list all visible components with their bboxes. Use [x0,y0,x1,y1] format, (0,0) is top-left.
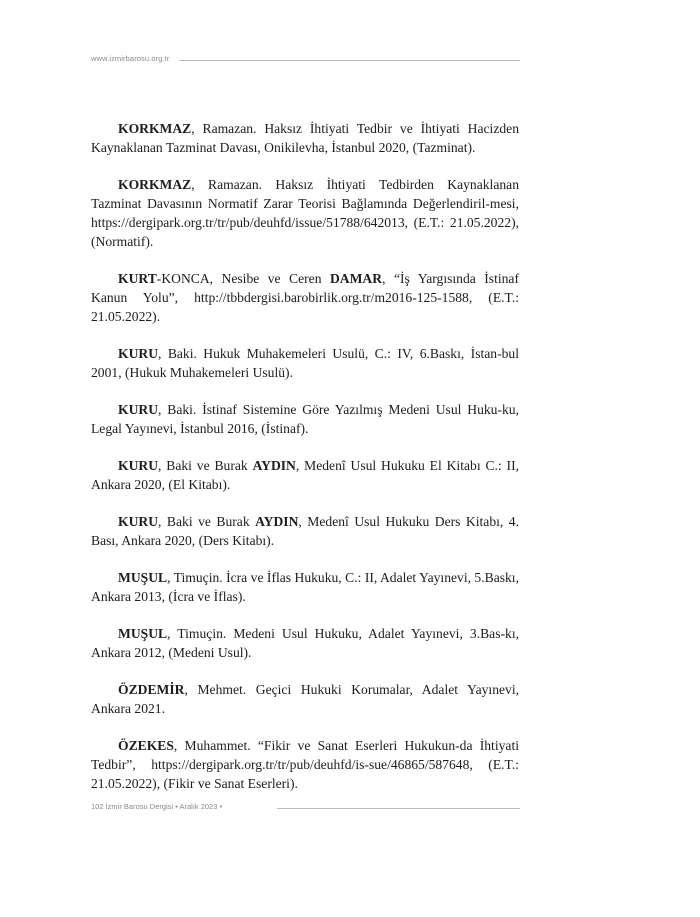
entry-coauthor: AYDIN [255,514,299,529]
entry-author: KURU [118,458,159,473]
bibliography-entry [91,680,519,718]
entry-text: , Baki. İstinaf Sistemine Göre Yazılmış Medeni Usul Huku-ku, Legal Yayınevi, İstanbul 2016, (İstinaf). [91,402,519,436]
entry-author: MUŞUL [118,626,168,641]
entry-text: , Baki ve Burak [158,514,256,529]
entry-text: , Baki. Hukuk Muhakemeleri Usulü, C.: IV, 6.Baskı, İstan-bul 2001, (Hukuk Muhakemeleri Usulü). [91,346,519,380]
bibliography-entry [91,344,519,382]
bibliography-entry [91,175,519,251]
entry-author: KURU [118,402,159,417]
entry-text: , “İş Yargısında İstinaf Kanun Yolu”, http://tbbdergisi.barobirlik.org.tr/m2016-125-1588, (E.T.: 21.05.2022). [91,271,519,324]
entry-author: KORKMAZ [118,121,192,136]
entry-author: ÖZEKES [118,738,174,753]
footer-text: 102 İzmir Barosu Dergisi • Aralık 2023 • [91,802,223,811]
bibliography-entry [91,119,519,157]
entry-text: , Ramazan. Haksız İhtiyati Tedbir ve İhtiyati Hacizden Kaynaklanan Tazminat Davası, Onikilevha, İstanbul 2020, (Tazminat). [91,121,519,155]
header-url: www.izmirbarosu.org.tr [91,54,170,63]
entry-author: KORKMAZ [118,177,192,192]
entry-text: , Medenî Usul Hukuku El Kitabı C.: II, Ankara 2020, (El Kitabı). [91,458,519,492]
bibliography-entry [91,400,519,438]
entry-author: KURU [118,346,159,361]
entry-author: KURT [118,271,157,286]
entry-text: , Medenî Usul Hukuku Ders Kitabı, 4. Bası, Ankara 2020, (Ders Kitabı). [91,514,519,548]
entry-text: , Baki ve Burak [158,458,253,473]
bibliography-entry [91,736,519,793]
bibliography-list [91,119,519,811]
entry-text: , Timuçin. Medeni Usul Hukuku, Adalet Yayınevi, 3.Bas-kı, Ankara 2012, (Medeni Usul). [91,626,519,660]
entry-text: , Muhammet. “Fikir ve Sanat Eserleri Hukukun-da İhtiyati Tedbir”, https://dergipark.org.tr/tr/pub/deuhfd/is-sue/46865/587648, (E.T.: 21.05.2022), (Fikir ve Sanat Eserleri). [91,738,519,791]
bibliography-entry [91,456,519,494]
bibliography-entry [91,269,519,326]
footer-rule [277,808,520,809]
entry-text: , Timuçin. İcra ve İflas Hukuku, C.: II, Adalet Yayınevi, 5.Baskı, Ankara 2013, (İcra ve İflas). [91,570,519,604]
bibliography-entry [91,512,519,550]
entry-text: , Ramazan. Haksız İhtiyati Tedbirden Kaynaklanan Tazminat Davasının Normatif Zarar Teorisi Bağlamında Değerlendiril-mesi, https://dergipark.org.tr/tr/pub/deuhfd/issue/51788/642013, (E.T.: 21.05.2022), (Normatif). [91,177,519,249]
entry-author: MUŞUL [118,570,168,585]
entry-author: KURU [118,514,159,529]
entry-author: ÖZDEMİR [118,682,185,697]
bibliography-entry [91,624,519,662]
entry-coauthor: AYDIN [252,458,296,473]
page-header [91,54,520,68]
page-footer [91,802,520,816]
bibliography-entry [91,568,519,606]
entry-text: -KONCA, Nesibe ve Ceren [156,271,330,286]
header-rule [179,60,520,61]
entry-text: , Mehmet. Geçici Hukuki Korumalar, Adalet Yayınevi, Ankara 2021. [91,682,519,716]
entry-coauthor: DAMAR [329,271,383,286]
